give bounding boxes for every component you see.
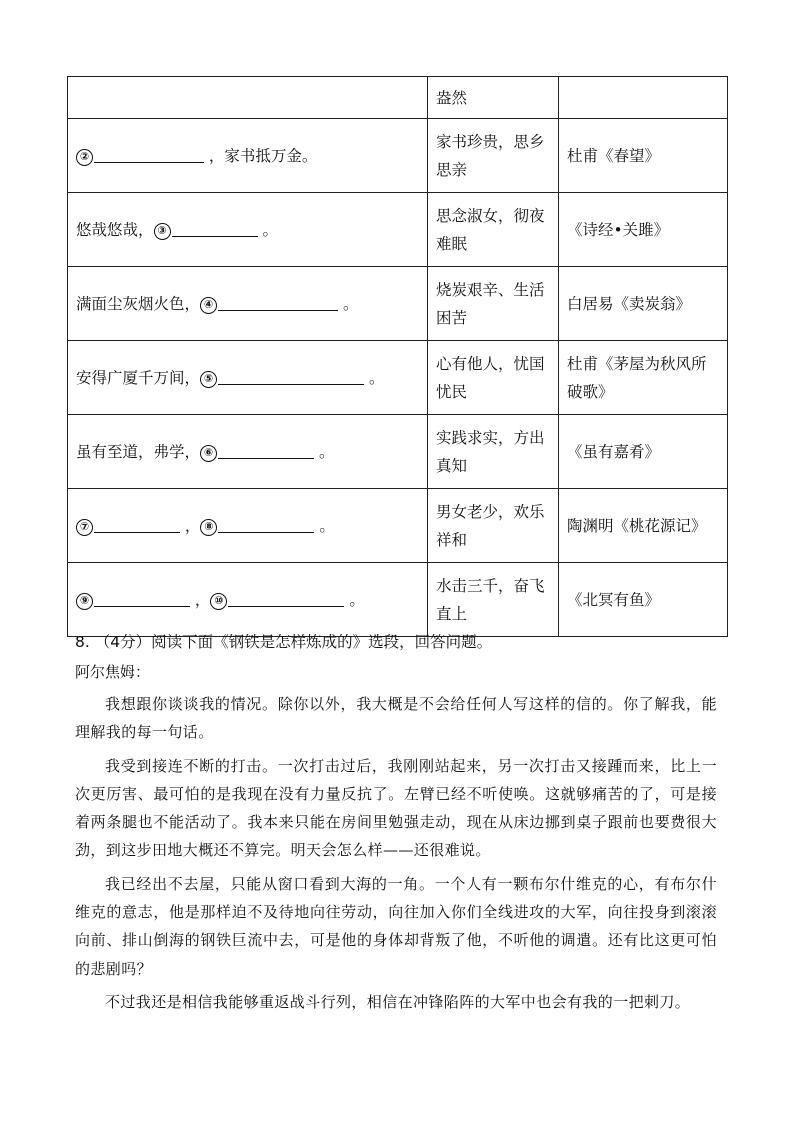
blank-number: ⑩ <box>210 593 227 610</box>
source-cell <box>559 77 728 119</box>
blank-number: ⑦ <box>76 519 93 536</box>
theme-cell: 水击三千，奋飞直上 <box>428 563 559 637</box>
verse-text: 安得广厦千万间， <box>76 368 201 387</box>
theme-cell: 男女老少，欢乐祥和 <box>428 489 559 563</box>
source-cell: 《虽有嘉肴》 <box>559 415 728 489</box>
fill-in-blank[interactable] <box>228 590 344 607</box>
verse-text: ， <box>190 590 211 609</box>
fill-in-blank[interactable] <box>94 590 190 607</box>
fill-in-blank[interactable] <box>94 516 180 533</box>
blank-number: ⑤ <box>200 371 217 388</box>
verse-text: ，家书抵万金。 <box>204 146 318 165</box>
question-8-heading: 8. （4分）阅读下面《钢铁是怎样炼成的》选段，回答问题。 <box>75 633 493 651</box>
source-cell: 《诗经•关雎》 <box>559 193 728 267</box>
table-row <box>68 489 728 563</box>
blank-number: ⑧ <box>200 519 217 536</box>
verse-text: 满面尘灰烟火色， <box>76 294 201 313</box>
theme-cell: 家书珍贵，思乡思亲 <box>428 119 559 193</box>
letter-addressee: 阿尔焦姆： <box>75 663 151 681</box>
verse-cell <box>68 341 428 415</box>
theme-cell: 烧炭艰辛、生活困苦 <box>428 267 559 341</box>
theme-cell: 实践求实，方出真知 <box>428 415 559 489</box>
table-row <box>68 415 728 489</box>
verse-cell <box>68 193 428 267</box>
fill-in-blank[interactable] <box>218 294 338 311</box>
blank-number: ⑨ <box>76 593 93 610</box>
source-cell: 《北冥有鱼》 <box>559 563 728 637</box>
source-cell: 杜甫《春望》 <box>559 119 728 193</box>
theme-cell: 思念淑女，彻夜难眠 <box>428 193 559 267</box>
blank-number: ⑥ <box>200 445 217 462</box>
verse-cell <box>68 489 428 563</box>
source-cell: 杜甫《茅屋为秋风所破歌》 <box>559 341 728 415</box>
fill-in-blank[interactable] <box>172 220 258 237</box>
poem-table <box>67 76 728 637</box>
fill-in-blank[interactable] <box>218 442 314 459</box>
verse-cell <box>68 563 428 637</box>
verse-cell <box>68 267 428 341</box>
table-row <box>68 341 728 415</box>
table-row <box>68 563 728 637</box>
verse-text: 。 <box>338 294 359 313</box>
poem-table-body <box>68 77 728 637</box>
table-row <box>68 77 728 119</box>
verse-text: 。 <box>257 220 278 239</box>
verse-cell <box>68 77 428 119</box>
blank-number: ② <box>76 149 93 166</box>
verse-cell <box>68 415 428 489</box>
verse-text: 虽有至道，弗学， <box>76 442 201 461</box>
verse-text: ， <box>180 516 201 535</box>
fill-in-blank[interactable] <box>218 516 314 533</box>
source-cell: 陶渊明《桃花源记》 <box>559 489 728 563</box>
blank-number: ④ <box>200 297 217 314</box>
letter-paragraph: 不过我还是相信我能够重返战斗行列，相信在冲锋陷阵的大军中也会有我的一把刺刀。 <box>105 992 691 1011</box>
blank-number: ③ <box>154 223 171 240</box>
verse-text: 。 <box>314 516 335 535</box>
table-row <box>68 119 728 193</box>
verse-text: 。 <box>314 442 335 461</box>
verse-text: 。 <box>344 590 365 609</box>
verse-text: 。 <box>364 368 385 387</box>
letter-body <box>75 690 717 1021</box>
table-row <box>68 193 728 267</box>
source-cell: 白居易《卖炭翁》 <box>559 267 728 341</box>
letter-paragraph: 我想跟你谈谈我的情况。除你以外，我大概是不会给任何人写这样的信的。你了解我，能理解我的每一句话。 <box>75 695 717 742</box>
fill-in-blank[interactable] <box>218 368 364 385</box>
theme-cell: 盎然 <box>428 77 559 119</box>
letter-paragraph: 我受到接连不断的打击。一次打击过后，我刚刚站起来，另一次打击又接踵而来，比上一次更厉害、最可怕的是我现在没有力量反抗了。左臂已经不听使唤。这就够痛苦的了，可是接着两条腿也不能活动了。我本来只能在房间里勉强走动，现在从床边挪到桌子跟前也要费很大劲，到这步田地大概还不算完。明天会怎么样——还很难说。 <box>75 756 717 860</box>
letter-paragraph: 我已经出不去屋，只能从窗口看到大海的一角。一个人有一颗布尔什维克的心，有布尔什维克的意志，他是那样迫不及待地向往劳动，向往加入你们全线进攻的大军，向往投身到滚滚向前、排山倒海的钢铁巨流中去，可是他的身体却背叛了他，不听他的调遣。还有比这更可怕的悲剧吗？ <box>75 874 717 978</box>
table-row <box>68 267 728 341</box>
theme-cell: 心有他人，忧国忧民 <box>428 341 559 415</box>
fill-in-blank[interactable] <box>94 146 204 163</box>
verse-text: 悠哉悠哉， <box>76 220 154 239</box>
verse-cell <box>68 119 428 193</box>
